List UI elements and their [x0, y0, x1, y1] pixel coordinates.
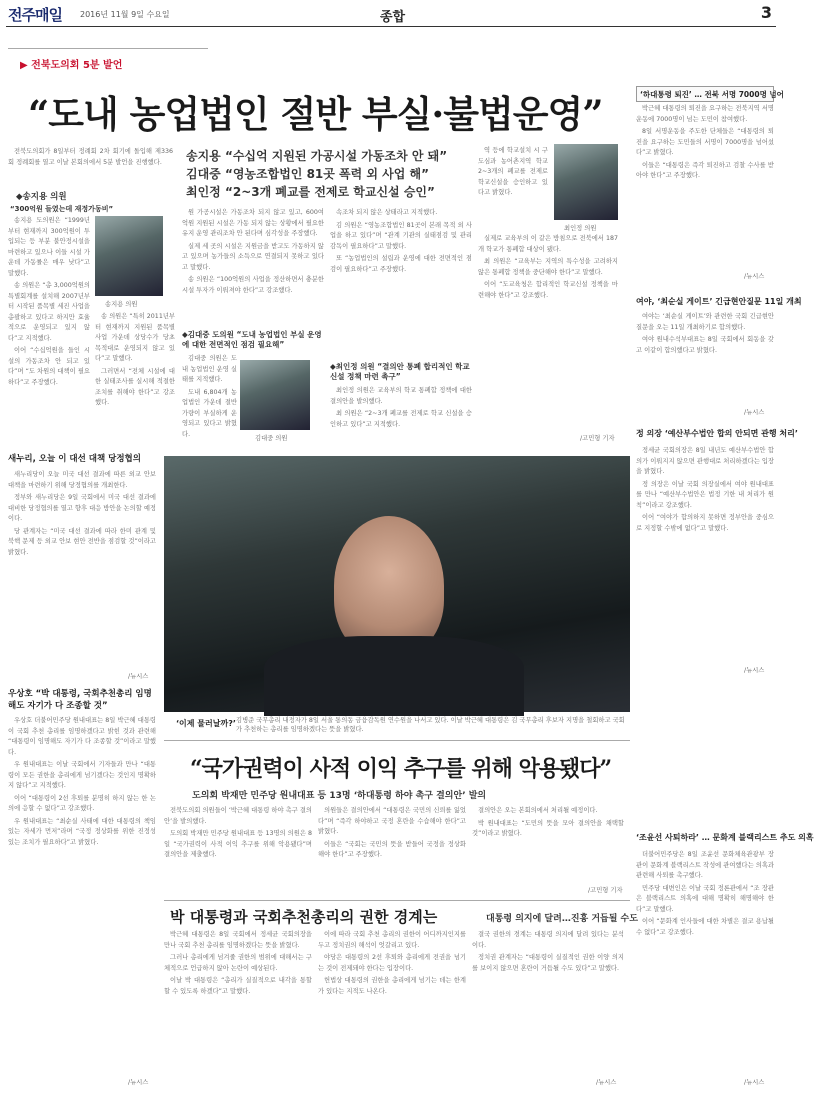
- person1-photo: [95, 216, 163, 296]
- section-title: 종합: [380, 10, 406, 25]
- left2-reporter: /뉴시스: [128, 673, 149, 680]
- kicker-rule: [8, 48, 208, 49]
- lead-col2-text: 송 의원은 “특히 2011년부터 현재까지 지원된 품목별 사업 가운데 상당수가 당초 목적대로 운영되지 않고 있다”고 말했다. 그러면서 “전체 시설에 대한 실태조사를 실시해 적절한 조치를 취해야 한다”고 강조했다.: [95, 313, 175, 406]
- lead-col4b-text: 최인정 의원은 교육부의 학교 통폐합 정책에 대한 결의안을 발의했다. 최 의원은 “2~3개 폐교를 전제로 학교 신설을 승인하고 있다”고 지적했다.: [330, 387, 472, 428]
- masthead-rule: [6, 26, 776, 27]
- lead-sub1: 송지용 “수십억 지원된 가공시설 가동조차 안 돼”: [186, 149, 448, 163]
- lead-col4-text: 속조차 되지 않은 상태라고 지적했다. 김 의원은 “영농조합법인 81곳이 본래 목적 외 사업을 하고 있다”며 “관계 기관의 실태점검 및 관리감독이 필요하다”고 말했다. 또 “농업법인의 설립과 운영에 대한 전면적인 점검이 필요하다”고 주장했다.: [330, 209, 472, 273]
- side3-title: 정 의장 ‘예산부수법안 합의 안되면 관행 처리’: [636, 429, 798, 438]
- mid-sub: 도의회 박재만 민주당 원내대표 등 13명 ‘하대통령 하야 촉구 결의안’ 발의: [192, 791, 487, 801]
- side1-reporter: /뉴시스: [744, 273, 765, 280]
- left2-title: 새누리, 오늘 이 대선 대책 당정협의: [8, 454, 141, 464]
- side3-reporter: /뉴시스: [744, 667, 765, 674]
- left2-text: 새누리당이 오늘 미국 대선 결과에 따른 외교 안보 대책을 마련하기 위해 당정협의를 개최한다. 정부와 새누리당은 9일 국회에서 미국 대선 결과에 대비한 당정협의를 열고 향후 대응 방안을 논의할 예정이다. 당 관계자는 “미국 대선 결과에 따라 한미 관계 및 북핵 문제 등 외교 안보 현안 전반을 점검할 것”이라고 밝혔다.: [8, 471, 156, 556]
- lead-sub3: 최인정 “2~3개 폐교를 전제로 학교신설 승인”: [186, 185, 435, 199]
- mid-rule: [164, 740, 630, 741]
- left3-reporter: /뉴시스: [128, 1079, 149, 1086]
- lead-col5b-text: 실제로 교육부의 이 같은 방침으로 전북에서 187개 학교가 통폐합 대상이 됐다. 최 의원은 “교육부는 지역의 특수성을 고려하지 않은 통폐합 정책을 중단해야 한다”고 말했다. 이어 “도교육청은 합리적인 학교신설 정책을 마련해야 한다”고 강조했다.: [478, 235, 618, 299]
- person2-caption: 김대중 의원: [255, 435, 288, 442]
- bottom-headline: 박 대통령과 국회추천총리의 권한 경계는: [170, 908, 438, 926]
- lead-col1-text: 송지용 도의원은 “1999년부터 현재까지 300억원이 투입되는 등 부분 불안정시설을 마련하고 있으나 이들 시설 가운데 가동률은 매우 낮다”고 말했다. 송 의원은 “총 3,000억원의 특별회계를 설치해 2007년부터 시작된 품목별 세진 사업을 총괄하고 있다고 하지만 효율적으로 운영되고 있지 않다”고 지적했다. 이어 “수십억원을 들인 시설의 가동조차 안 되고 있다”며 “도 차원의 대책이 필요하다”고 주장했다.: [8, 217, 90, 386]
- issue-date: 2016년 11월 9일 수요일: [80, 10, 170, 19]
- photo-caption: 김병준 국무총리 내정자가 8일 서울 통의동 금융감독원 연수원을 나서고 있다. 이날 박근혜 대통령은 김 국무총리 후보자 지명을 철회하고 국회가 추천하는 총리를 임명하겠다는 뜻을 밝혔다.: [236, 717, 625, 733]
- mid-col2-text: 의원들은 결의안에서 “대통령은 국민의 신뢰를 잃었다”며 “즉각 하야하고 국정 혼란을 수습해야 한다”고 밝혔다. 이들은 “국회는 국민의 뜻을 받들어 국정을 정상화해야 한다”고 주장했다.: [318, 807, 466, 858]
- side1-text: 박근혜 대통령의 퇴진을 요구하는 전북지역 서명 운동에 7000명이 넘는 도민이 참여했다. 8일 서명운동을 주도한 단체들은 “대통령의 퇴진을 요구하는 도민들의 서명이 7000명을 넘어섰다”고 밝혔다. 이들은 “대통령은 즉각 퇴진하고 검찰 수사를 받아야 한다”고 주장했다.: [636, 105, 774, 179]
- side2-reporter: /뉴시스: [744, 409, 765, 416]
- person2-head: ◆김대중 도의원 “도내 농업법인 부실 운영에 대한 전면적인 점검 필요해”: [182, 330, 322, 349]
- person2-photo: [240, 360, 310, 430]
- lead-intro-text: 전북도의회가 8일부터 정례회 2차 회기에 돌입해 제336회 정례회를 열고 이날 본회의에서 5분 발언을 진행했다.: [8, 148, 173, 166]
- bottom-col3-text: 결국 권한의 경계는 대통령 의지에 달려 있다는 분석이다. 정치권 관계자는 “대통령이 실질적인 권한 이양 의지를 보이지 않으면 혼란이 거듭될 수도 있다”고 말했다.: [472, 931, 624, 972]
- bottom-col2-text: 이에 따라 국회 추천 총리의 권한이 어디까지인지를 두고 정치권의 해석이 엇갈리고 있다. 야당은 대통령의 2선 후퇴와 총리에게 전권을 넘기는 것이 전제돼야 한다는 입장이다. 헌법상 대통령의 권한을 총리에게 넘기는 데는 한계가 있다는 지적도 나온다.: [318, 931, 466, 995]
- side1-title: ‘하대통령 퇴진’ … 전북 서명 7000명 넘어: [640, 90, 784, 99]
- person1-caption: 송지용 의원: [105, 301, 138, 308]
- side4-title: ‘조윤선 사퇴하라’ … 문화계 블랙리스트 추도 의혹: [636, 833, 814, 842]
- side4-reporter: /뉴시스: [744, 1079, 765, 1086]
- left3-title: 우상호 “박 대통령, 국회추천총리 임명해도 자기가 다 조종할 것”: [8, 689, 152, 711]
- mid-reporter: /고민형 기자: [588, 887, 623, 894]
- left3-text: 우상호 더불어민주당 원내대표는 8일 박근혜 대통령이 국회 추천 총리를 임명하겠다고 밝힌 것과 관련해 “대통령이 임명해도 자기가 다 조종할 것”이라고 말했다. 우 원내대표는 이날 국회에서 기자들과 만나 “대통령이 모든 권한을 총리에게 넘기겠다는 것인지 명확하지 않다”고 지적했다. 이어 “대통령이 2선 후퇴를 분명히 하지 않는 한 논의에 응할 수 없다”고 강조했다. 우 원내대표는 “최순실 사태에 대한 대통령의 책임 있는 자세가 먼저”라며 “국정 정상화를 위한 진정성 있는 조치가 필요하다”고 밝혔다.: [8, 717, 156, 846]
- lead-col3-text: 원 가공시설은 가동조차 되지 않고 있고, 600여 억원 지원된 시설은 가동 되지 않는 상황에서 필요한 유지 운영 관리조차 안 된다며 심각성을 주장했다. 실제 세 곳의 시설은 지원금을 받고도 가동하지 않고 있으며 농가들의 소득으로 연결되지 못하고 있다고 말했다. 송 의원은 “100억원의 사업을 정산하면서 충분한 시설 투자가 이뤄져야 한다”고 강조했다.: [182, 209, 324, 294]
- bottom-col1-text: 박근혜 대통령은 8일 국회에서 정세균 국회의장을 만나 국회 추천 총리를 임명하겠다는 뜻을 밝혔다. 그러나 총리에게 넘겨줄 권한의 범위에 대해서는 구체적으로 언급하지 않아 논란이 예상된다. 이날 박 대통령은 “총리가 실질적으로 내각을 통할할 수 있도록 하겠다”고 말했다.: [164, 931, 312, 995]
- person1-head: ◆송지용 의원: [16, 192, 67, 202]
- person1-sub: “300억원 들였는데 재정가동비”: [10, 205, 114, 213]
- side1-title-box: [636, 86, 784, 102]
- side3-text: 정세균 국회의장은 8일 내년도 예산부수법안 합의가 이뤄지지 않으면 관행대로 처리하겠다는 입장을 밝혔다. 정 의장은 이날 국회 의장실에서 여야 원내대표를 만나 “예산부수법안은 법정 기한 내 처리가 원칙”이라고 강조했다. 이어 “여야가 합의하지 못하면 정부안을 중심으로 지정할 수밖에 없다”고 말했다.: [636, 447, 774, 532]
- side4-text: 더불어민주당은 8일 조윤선 문화체육관광부 장관이 문화계 블랙리스트 작성에 관여했다는 의혹과 관련해 사퇴를 촉구했다. 민주당 대변인은 이날 국회 정론관에서 “조 장관은 블랙리스트 의혹에 대해 명확히 해명해야 한다”고 말했다. 이어 “문화계 인사들에 대한 차별은 결코 용납될 수 없다”고 강조했다.: [636, 851, 774, 936]
- lead-intro: [8, 147, 173, 183]
- mid-headline: “국가권력이 사적 이익 추구를 위해 악용됐다”: [190, 756, 612, 782]
- person3-photo: [554, 144, 618, 220]
- lead-col3b-text: 김대중 의원은 도내 농업법인 운영 실태를 지적했다. 도내 6,804개 농업법인 가운데 절반 가량이 부실하게 운영되고 있다고 밝혔다.: [182, 355, 237, 438]
- person3-caption: 최인정 의원: [564, 225, 597, 232]
- page-number: 3: [760, 3, 772, 22]
- person3-head: ◆최인정 의원 “결의안 통폐 합리적인 학교신설 정책 마련 촉구”: [330, 362, 470, 381]
- bottom-reporter: /뉴시스: [596, 1079, 617, 1086]
- bottom-sub: 대통령 의지에 달려…진흥 거듭될 수도: [486, 914, 638, 924]
- person-face-shape: [334, 516, 444, 656]
- news-photo: [164, 456, 630, 712]
- lead-reporter: /고민형 기자: [580, 435, 615, 442]
- lead-sub2: 김대중 “영농조합법인 81곳 폭력 외 사업 해”: [186, 167, 430, 181]
- side2-text: 여야는 ‘최순실 게이트’와 관련한 국회 긴급현안질문을 오는 11일 개최하기로 합의했다. 여야 원내수석부대표는 8일 국회에서 회동을 갖고 이같이 합의했다고 밝혔다.: [636, 313, 774, 354]
- lead-headline: “도내 농업법인 절반 부실·불법운영”: [28, 92, 603, 136]
- person-suit-shape: [264, 636, 524, 716]
- lead-col5-text: 역 등에 학교설치 시 구도심과 농어촌지역 학교 2~3개의 폐교를 전제로 학교신설을 승인하고 있다고 밝혔다.: [478, 147, 548, 196]
- newspaper-logo: 전주매일: [8, 6, 62, 24]
- mid-col3-text: 결의안은 오는 본회의에서 처리될 예정이다. 박 원내대표는 “도민의 뜻을 모아 결의안을 채택할 것”이라고 밝혔다.: [472, 807, 624, 837]
- bottom-rule: [164, 900, 630, 901]
- lead-kicker: ▶ 전북도의회 5분 발언: [20, 60, 123, 71]
- side2-title: 여야, ‘최순실 게이트’ 긴급현안질문 11일 개최: [636, 297, 802, 306]
- mid-col1-text: 전북도의회 의원들이 ‘박근혜 대통령 하야 촉구 결의안’을 발의했다. 도의회 박재만 민주당 원내대표 등 13명의 의원은 8일 “국가권력이 사적 이익 추구를 위해 악용됐다”며 결의안을 제출했다.: [164, 807, 312, 858]
- photo-caption-title: ‘이제 물러날까?’: [176, 719, 236, 728]
